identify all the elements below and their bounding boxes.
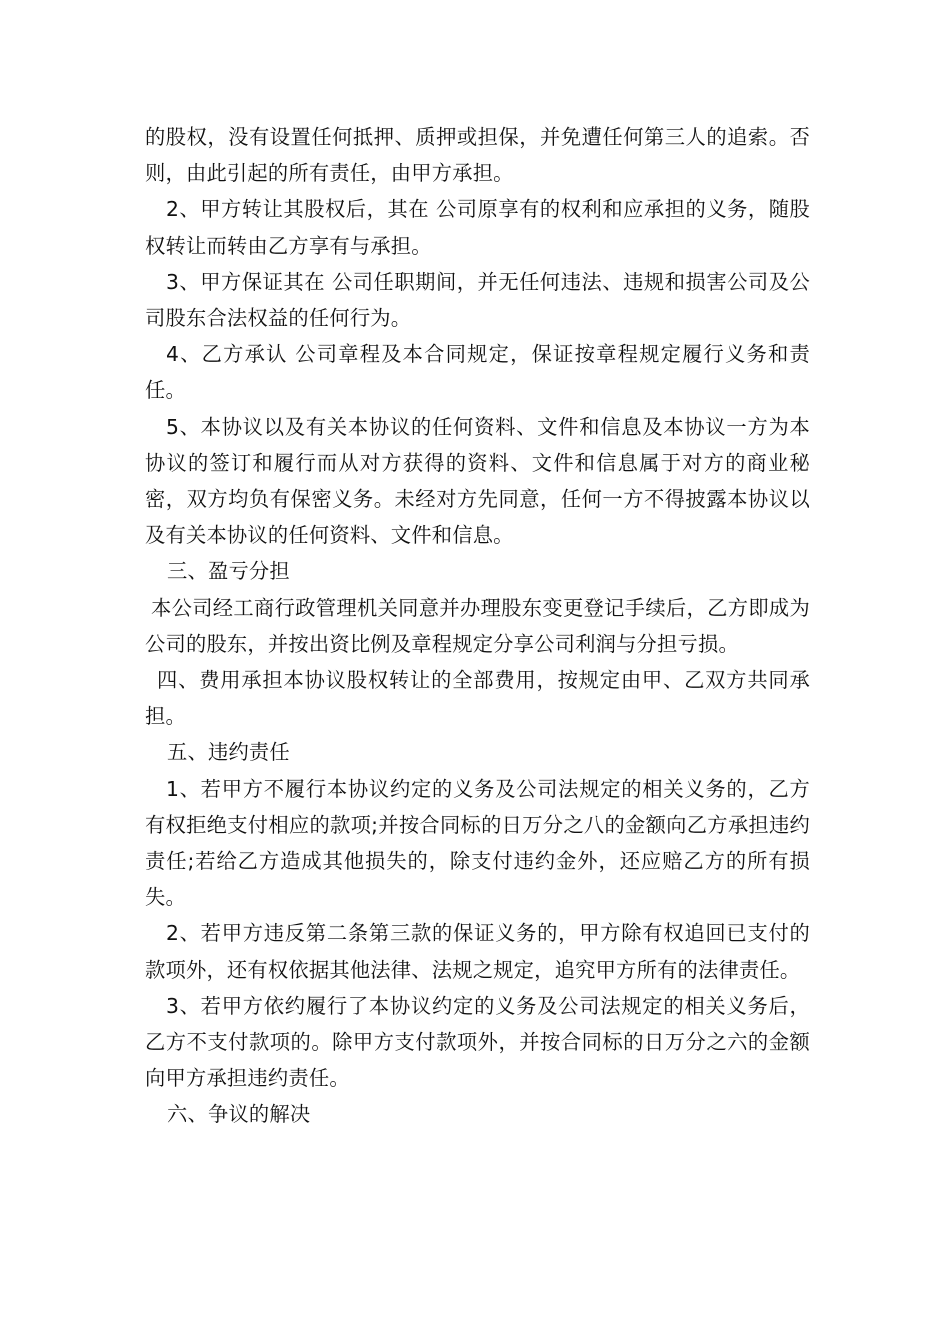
paragraph-liability-1: 1、若甲方不履行本协议约定的义务及公司法规定的相关义务的，乙方有权拒绝支付相应的款项;并按合同标的日万分之八的金额向乙方承担违约责任;若给乙方造成其他损失的，除支付违约金外，还应赔乙方的所有损失。 [145, 776, 810, 910]
paragraph-clause-5: 5、本协议以及有关本协议的任何资料、文件和信息及本协议一方为本协议的签订和履行而从对方获得的资料、文件和信息属于对方的商业秘密，双方均负有保密义务。未经对方先同意，任何一方不得披露本协议以及有关本协议的任何资料、文件和信息。 [145, 414, 810, 548]
heading-dispute-resolution: 六、争议的解决 [167, 1102, 311, 1127]
paragraph-expenses: 四、费用承担本协议股权转让的全部费用，按规定由甲、乙双方共同承担。 [145, 668, 810, 729]
paragraph-liability-3: 3、若甲方依约履行了本协议约定的义务及公司法规定的相关义务后，乙方不支付款项的。除甲方支付款项外，并按合同标的日万分之六的金额向甲方承担违约责任。 [145, 993, 810, 1091]
document-body [145, 119, 810, 1133]
heading-profit-loss: 三、盈亏分担 [167, 559, 290, 584]
paragraph-liability-2: 2、若甲方违反第二条第三款的保证义务的，甲方除有权追回已支付的款项外，还有权依据其他法律、法规之规定，追究甲方所有的法律责任。 [145, 921, 810, 982]
paragraph-share-guarantee: 的股权，没有设置任何抵押、质押或担保，并免遭任何第三人的追索。否则，由此引起的所有责任，由甲方承担。 [145, 125, 810, 186]
paragraph-clause-4: 4、乙方承认 公司章程及本合同规定，保证按章程规定履行义务和责任。 [145, 342, 810, 403]
paragraph-clause-3: 3、甲方保证其在 公司任职期间，并无任何违法、违规和损害公司及公司股东合法权益的任何行为。 [145, 269, 810, 331]
paragraph-clause-2: 2、甲方转让其股权后，其在 公司原享有的权利和应承担的义务，随股权转让而转由乙方享有与承担。 [145, 197, 810, 258]
paragraph-profit-loss: 本公司经工商行政管理机关同意并办理股东变更登记手续后，乙方即成为 公司的股东，并按出资比例及章程规定分享公司利润与分担亏损。 [145, 595, 810, 656]
heading-liability: 五、违约责任 [167, 740, 290, 765]
